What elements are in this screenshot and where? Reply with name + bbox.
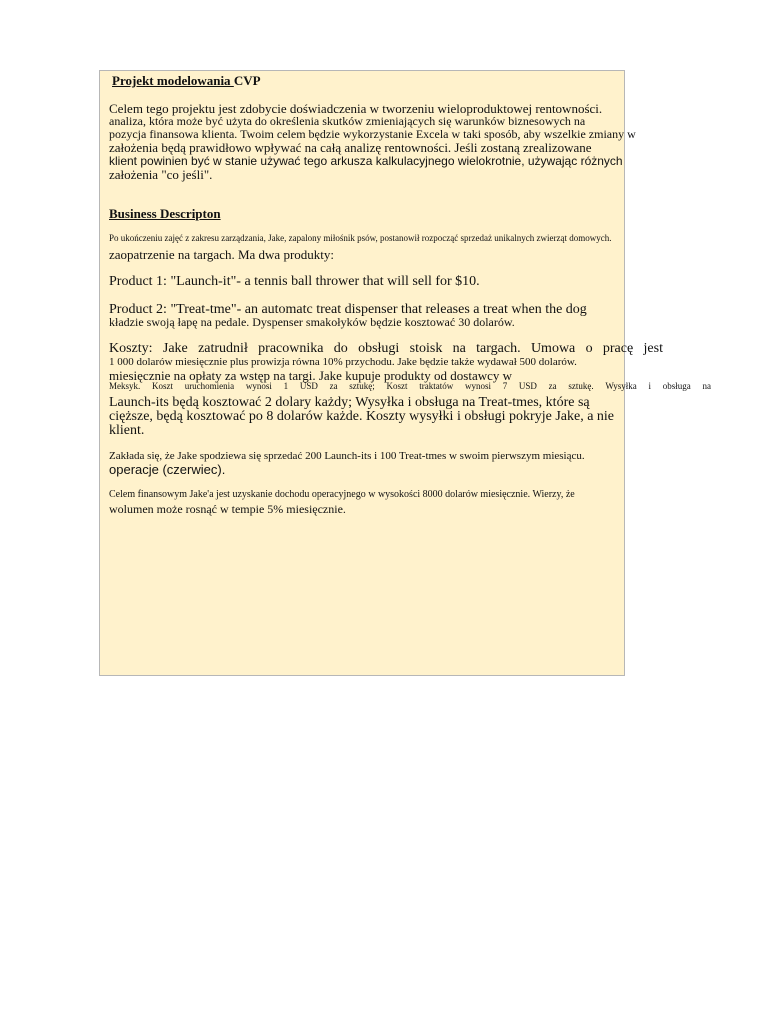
costs-word: targach. — [476, 341, 521, 356]
costs-line: klient. — [109, 423, 145, 438]
forecast-line: Zakłada się, że Jake spodziewa się sprzedać 200 Launch-its i 100 Treat-tmes w swoim pierwszym miesiącu. — [109, 450, 585, 462]
costs-word: wynosi — [464, 381, 491, 391]
product-2-line: kładzie swoją łapę na pedale. Dyspenser smakołyków będzie kosztować 30 dolarów. — [109, 315, 515, 329]
costs-word: 7 — [502, 381, 508, 391]
costs-word: zatrudnił — [198, 341, 248, 356]
costs-word: obsługi — [358, 341, 400, 356]
costs-word: stoisk — [409, 341, 443, 356]
business-line: Po ukończeniu zajęć z zakresu zarządzania, Jake, zapalony miłośnik psów, postanowił rozpocząć sprzedaż unikalnych zwierząt domowych. — [109, 233, 612, 243]
title-underlined: Projekt modelowania — [112, 73, 234, 88]
costs-word: Koszty: — [109, 341, 153, 356]
intro-line: Celem tego projektu jest zdobycie doświadczenia w tworzeniu wieloproduktowej rentowności. — [109, 101, 603, 116]
costs-line: miesięcznie na opłaty za wstęp na targi. Jake kupuje produkty od dostawcy w — [109, 368, 513, 383]
costs-word: pracownika — [258, 341, 324, 356]
costs-word: na — [702, 381, 711, 391]
costs-word: do — [333, 341, 348, 356]
costs-word: jest — [643, 341, 663, 356]
intro-line: klient powinien być w stanie używać tego arkusza kalkulacyjnego wielokrotnie, używając różnych — [109, 154, 623, 168]
costs-word: Umowa — [530, 341, 576, 356]
costs-word: traktatów — [419, 381, 454, 391]
intro-line: założenia będą prawidłowo wpływać na całą analizę rentowności. Jeśli zostaną zrealizowane — [109, 140, 592, 155]
intro-line: analiza, która może być użyta do określenia skutków zmieniających się warunków biznesowych na — [109, 114, 586, 128]
costs-word: Jake — [162, 341, 188, 356]
business-line: zaopatrzenie na targach. Ma dwa produkty: — [109, 247, 334, 262]
costs-word: uruchomienia — [184, 381, 235, 391]
costs-word: pracę — [602, 341, 634, 356]
costs-word: za — [548, 381, 557, 391]
product-2-line: Product 2: "Treat-tme"- an automatc treat dispenser that releases a treat when the dog — [109, 302, 587, 317]
product-1: Product 1: "Launch-it"- a tennis ball thrower that will sell for $10. — [109, 274, 480, 289]
costs-word: USD — [518, 381, 537, 391]
costs-word: na — [452, 341, 466, 356]
costs-line-4 — [109, 382, 711, 392]
costs-word: Wysyłka — [605, 381, 637, 391]
costs-line: 1 000 dolarów miesięcznie plus prowizja równa 10% przychodu. Jake będzie także wydawał 500 dolarów. — [109, 356, 577, 368]
costs-line: cięższe, będą kosztować po 8 dolarów każde. Koszty wysyłki i obsługi pokryje Jake, a nie — [109, 409, 615, 424]
costs-line-1 — [109, 341, 663, 356]
costs-word: obsługa — [662, 381, 691, 391]
intro-line: pozycja finansowa klienta. Twoim celem będzie wykorzystanie Excela w taki sposób, aby wszelkie zmiany w — [109, 127, 636, 141]
goal-line: Celem finansowym Jake'a jest uzyskanie dochodu operacyjnego w wysokości 8000 dolarów miesięcznie. Wierzy, że — [109, 489, 575, 500]
costs-word: 1 — [283, 381, 289, 391]
costs-line: Launch-its będą kosztować 2 dolary każdy; Wysyłka i obsługa na Treat-tmes, które są — [109, 395, 590, 410]
page-title — [112, 74, 261, 88]
costs-word: za — [329, 381, 338, 391]
costs-word: i — [648, 381, 652, 391]
costs-word: sztukę; — [349, 381, 375, 391]
intro-line: założenia "co jeśli". — [109, 167, 213, 182]
forecast-line: operacje (czerwiec). — [109, 462, 226, 477]
business-heading: Business Descripton — [109, 206, 221, 221]
costs-word: sztukę. — [568, 381, 594, 391]
costs-word: wynosi — [245, 381, 272, 391]
goal-line: wolumen może rosnąć w tempie 5% miesięcznie. — [109, 502, 346, 516]
costs-word: USD — [299, 381, 318, 391]
title-rest: CVP — [233, 73, 261, 88]
costs-word: Koszt — [386, 381, 408, 391]
costs-word: o — [585, 341, 593, 356]
costs-word: Koszt — [151, 381, 173, 391]
costs-word: Meksyk. — [109, 381, 141, 391]
